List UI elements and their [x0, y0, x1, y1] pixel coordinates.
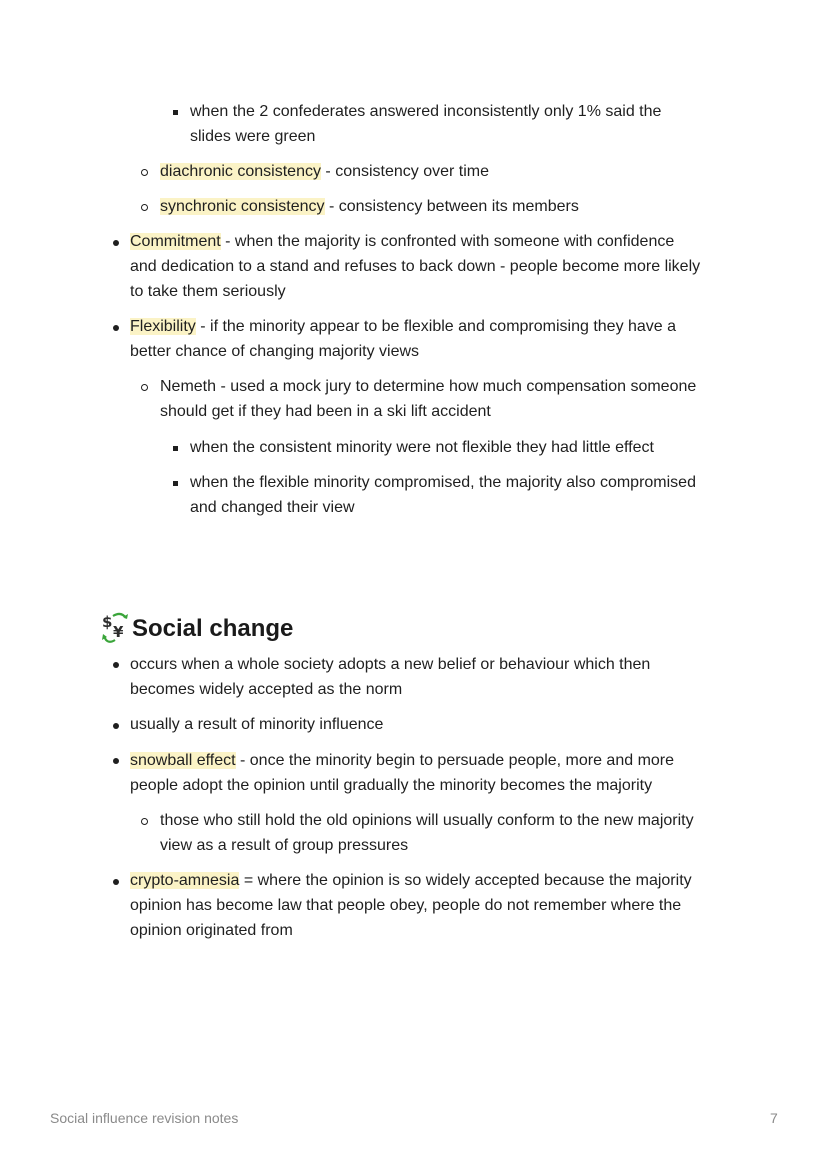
- list-item-text: synchronic consistency - consistency between its members: [160, 198, 579, 215]
- disc-bullet: [113, 723, 119, 729]
- svg-text:$: $: [102, 613, 113, 631]
- list-item-text: slides were green: [190, 128, 316, 145]
- list-item-text: Commitment - when the majority is confronted with someone with confidence: [130, 233, 675, 250]
- svg-text:¥: ¥: [113, 623, 124, 641]
- circle-bullet: [141, 204, 148, 211]
- disc-bullet: [113, 879, 119, 885]
- highlighted-term: synchronic consistency: [160, 198, 325, 215]
- list-item-text: when the 2 confederates answered inconsistently only 1% said the: [190, 103, 662, 120]
- square-bullet: [173, 481, 178, 486]
- circle-bullet: [141, 384, 148, 391]
- list-item-text: should get if they had been in a ski lift accident: [160, 403, 491, 420]
- list-item-text: when the consistent minority were not flexible they had little effect: [190, 439, 654, 456]
- disc-bullet: [113, 662, 119, 668]
- list-item-text: and changed their view: [190, 499, 355, 516]
- disc-bullet: [113, 325, 119, 331]
- list-item-text: to take them seriously: [130, 283, 286, 300]
- square-bullet: [173, 446, 178, 451]
- list-item-text: crypto-amnesia = where the opinion is so widely accepted because the majority: [130, 872, 692, 889]
- list-item-text: view as a result of group pressures: [160, 837, 409, 854]
- list-item-text: better chance of changing majority views: [130, 343, 420, 360]
- highlighted-term: snowball effect: [130, 752, 236, 769]
- circle-bullet: [141, 818, 148, 825]
- list-item-text: occurs when a whole society adopts a new belief or behaviour which then: [130, 656, 651, 673]
- list-item-text: people adopt the opinion until gradually the minority becomes the majority: [130, 777, 653, 794]
- list-item-text: diachronic consistency - consistency over time: [160, 163, 490, 180]
- section-heading: Social change: [132, 615, 294, 642]
- list-item-text: and dedication to a stand and refuses to back down - people become more likely: [130, 258, 701, 275]
- list-item-text: opinion originated from: [130, 922, 293, 939]
- highlighted-term: diachronic consistency: [160, 163, 321, 180]
- footer-title: Social influence revision notes: [50, 1110, 239, 1126]
- circle-bullet: [141, 169, 148, 176]
- page-number: 7: [770, 1110, 778, 1126]
- list-item-text: those who still hold the old opinions will usually conform to the new majority: [160, 812, 694, 829]
- disc-bullet: [113, 758, 119, 764]
- list-item-text: becomes widely accepted as the norm: [130, 681, 403, 698]
- currency-exchange-icon: [101, 612, 131, 644]
- list-item-text: opinion has become law that people obey, people do not remember where the: [130, 897, 682, 914]
- list-item-text: snowball effect - once the minority begin to persuade people, more and more: [130, 752, 675, 769]
- highlighted-term: Flexibility: [130, 318, 196, 335]
- disc-bullet: [113, 240, 119, 246]
- list-item-text: Nemeth - used a mock jury to determine how much compensation someone: [160, 378, 697, 395]
- list-item-text: Flexibility - if the minority appear to be flexible and compromising they have a: [130, 318, 677, 335]
- list-item-text: when the flexible minority compromised, the majority also compromised: [190, 474, 696, 491]
- highlighted-term: crypto-amnesia: [130, 872, 240, 889]
- square-bullet: [173, 110, 178, 115]
- list-item-text: usually a result of minority influence: [130, 716, 384, 733]
- highlighted-term: Commitment: [130, 233, 221, 250]
